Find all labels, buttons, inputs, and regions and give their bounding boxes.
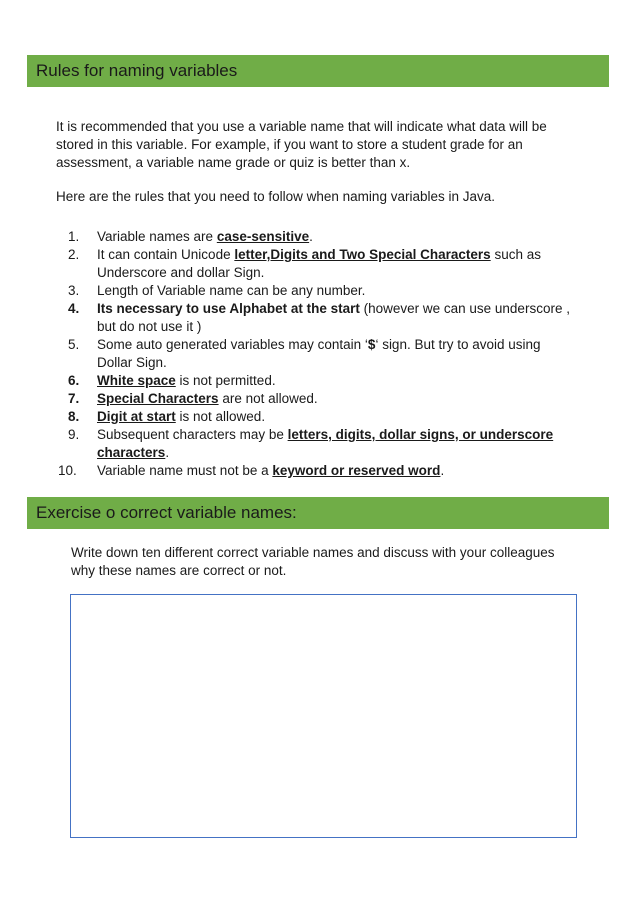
rule-emphasis: White space bbox=[97, 373, 176, 388]
rule-text: are not allowed. bbox=[218, 391, 318, 406]
rule-text: Variable names are bbox=[97, 229, 217, 244]
rule-text: such as Underscore and dollar Sign. bbox=[97, 247, 541, 280]
rule-text: ‘ sign. But try to avoid using Dollar Sign. bbox=[97, 337, 541, 370]
rule-number: 2. bbox=[68, 247, 80, 262]
rule-number: 7. bbox=[68, 391, 80, 406]
rule-emphasis: $ bbox=[367, 337, 376, 352]
rule-item bbox=[56, 336, 576, 372]
rule-item bbox=[56, 390, 576, 408]
exercise-instructions: Write down ten different correct variable names and discuss with your colleagues why these names are correct or not. bbox=[71, 545, 555, 578]
section-header-rules: Rules for naming variables bbox=[27, 55, 609, 87]
answer-box[interactable] bbox=[70, 594, 577, 838]
rules-lead-paragraph: Here are the rules that you need to follow when naming variables in Java. bbox=[56, 189, 496, 204]
rule-text: Variable name must not be a bbox=[97, 463, 273, 478]
rule-item bbox=[56, 300, 576, 336]
rule-emphasis: Its necessary to use Alphabet at the start bbox=[97, 301, 360, 316]
rule-emphasis: letter,Digits and Two Special Characters bbox=[234, 247, 491, 262]
rule-text: is not allowed. bbox=[175, 409, 266, 424]
rule-number: 4. bbox=[68, 301, 80, 316]
rule-emphasis: case-sensitive bbox=[216, 229, 310, 244]
rule-text: (however we can use underscore , but do not use it ) bbox=[97, 301, 570, 334]
rule-emphasis: letters, digits, dollar signs, or underscore characters bbox=[97, 427, 554, 460]
rule-emphasis: Digit at start bbox=[97, 409, 176, 424]
rule-item bbox=[56, 372, 576, 390]
rule-number: 1. bbox=[68, 229, 80, 244]
rule-text: Length of Variable name can be any number. bbox=[97, 283, 366, 298]
rule-item bbox=[56, 426, 576, 462]
intro-paragraph: It is recommended that you use a variable name that will indicate what data will be stored in this variable. For example, if you want to store a student grade for an assessment, a variable name grade or quiz is better than x. bbox=[56, 119, 547, 170]
rule-item bbox=[56, 408, 576, 426]
rule-item bbox=[56, 462, 576, 480]
rule-text: It can contain Unicode bbox=[97, 247, 235, 262]
rule-number: 9. bbox=[68, 427, 80, 442]
rule-text: . bbox=[165, 445, 170, 460]
rule-text: Subsequent characters may be bbox=[97, 427, 288, 442]
rule-text: . bbox=[440, 463, 445, 478]
rule-emphasis: Special Characters bbox=[97, 391, 219, 406]
rule-text: is not permitted. bbox=[175, 373, 276, 388]
rules-list bbox=[56, 228, 576, 480]
rule-text: Some auto generated variables may contain ‘ bbox=[97, 337, 368, 352]
rule-number: 6. bbox=[68, 373, 80, 388]
rule-number: 5. bbox=[68, 337, 80, 352]
rule-item bbox=[56, 282, 576, 300]
rule-number: 3. bbox=[68, 283, 80, 298]
rule-emphasis: keyword or reserved word bbox=[272, 463, 441, 478]
rule-number: 10. bbox=[58, 463, 77, 478]
section-header-exercise: Exercise o correct variable names: bbox=[27, 497, 609, 529]
rule-number: 8. bbox=[68, 409, 80, 424]
rule-item bbox=[56, 246, 576, 282]
rule-item bbox=[56, 228, 576, 246]
rule-text: . bbox=[309, 229, 313, 244]
